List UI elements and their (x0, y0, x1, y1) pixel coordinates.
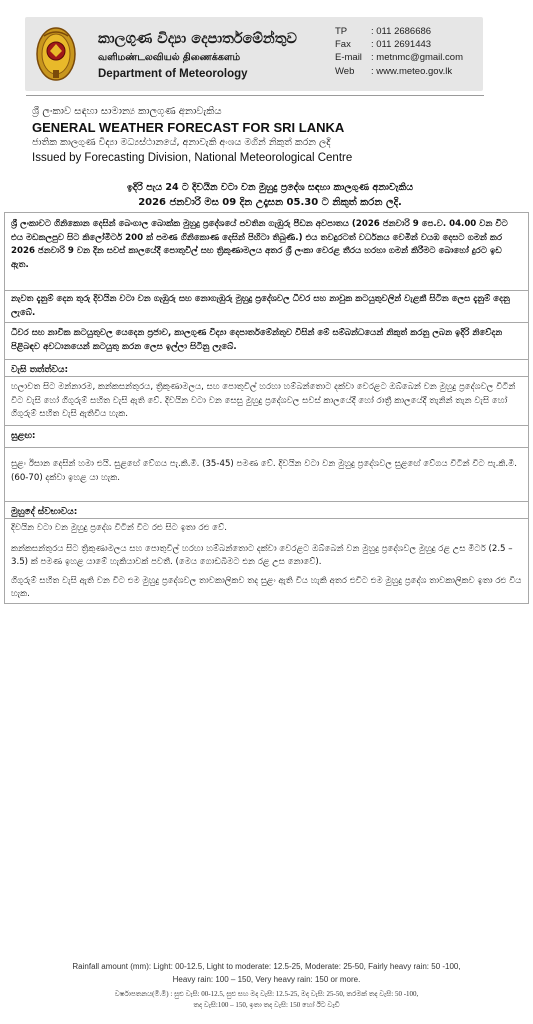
advisory-paragraph-1: ශ්‍රී ලංකාවට ගිනිකොන දෙසින් බෙංගාල බොක්ක මුහුදු ප්‍රදේශයේ පවතින ගැඹුරු පීඩන අවපාතය (2026 ජනවාරි 9 පෙ.ව. 04.00 වන විට එය මඩකලපුව සිට කිලෝමීටර් 200 ක් පමණ ගිනිකොණ දෙසින් පිහිටා තිබුණි.) එය තවදුරටත් වර්ධනය වෙමින් වයඹ දෙසට ගමන් කර 2026 ජනවාරි 9 වන දින සවස් කාලයේදී පොතුවිල් සහ ත්‍රිකුණාමලය අතර ශ්‍රී ලංකා වෙරළ තීරය හරහා ගමන් කිරීමට බොහෝ දුරට ඉඩ ඇත. (11, 219, 508, 270)
sea-text-3: ගිගුරුම් සහිත වැසි ඇති වන විට එම මුහුදු ප්‍රදේශවල තාවකාලිකව තද සුළං ඇති විය හැකි අතර එවිට එම මුහුදු ප්‍රදේශ තාවකාලිකව ඉතා රළු විය හැක. (11, 575, 522, 599)
forecast-panel (4, 212, 529, 604)
wind-heading-row (5, 425, 528, 443)
rain-text: හලාවත සිට මන්නාරම, කන්කසන්තුරය, ත්‍රිකුණාමලය, සහ පොතුවිල් හරහා හම්බන්තොට දක්වා වෙරළට ඔබ්බෙන් වන මුහුදු ප්‍රදේශවල විටින් විට වැසි හෝ ගිගුරුම් සහිත වැසි ඇති වේ. දිවයින වටා වන සෙසු මුහුදු ප්‍රදේශවල සවස් කාලයේදී හෝ රාත්‍රී කාලයේදී තැනින් තැන වැසි හෝ ගිගුරුම් සහිත වැසි ඇතිවිය හැක. (11, 382, 516, 419)
contact-fax: Fax : 011 2691443 (335, 39, 432, 51)
sea-block (5, 518, 528, 602)
sea-heading-row (5, 501, 528, 519)
wind-block (5, 447, 528, 485)
rainfall-legend-sinhala-1: වර්ෂාපතනය(මි.මී) : සුළු වැසි: 00-12.5, සුළු සහ මද වැසි: 12.5-25, මද වැසි: 25-50, තරමක් තද වැසි: 50 -100, (114, 990, 419, 998)
sea-heading: මුහුදේ ස්වභාවය: (11, 507, 78, 517)
advisory-paragraph-3: ධීවර සහ නාවික කටයුතුවල යෙදෙන ප්‍රජාව, කාලගුණ විද්‍යා දෙපාර්තමේන්තුව විසින් මේ සම්බන්ධයෙන් නිකුත් කරනු ලබන ඉදිරි නිවේදන පිළිබඳව අවධානයෙන් කටයුතු කරන ලෙස ඉල්ලා සිටිනු ලැබේ. (11, 328, 503, 352)
org-name-english: Department of Meteorology (98, 68, 248, 80)
forecast-titles (32, 105, 502, 166)
contact-web: Web : www.meteo.gov.lk (335, 65, 453, 77)
wind-heading: සුළඟ: (11, 431, 36, 441)
rainfall-legend-english-2: Heavy rain: 100 – 150, Very heavy rain: 150 or more. (172, 975, 361, 984)
contact-phone: TP : 011 2686686 (335, 26, 432, 37)
org-name-tamil: வளிமண்டலவியல் திணைக்களம் (98, 52, 241, 63)
advisory-paragraph-2: නැවත දැනුම් දෙන තුරු දිවයින වටා වන ගැඹුරු සහ නොගැඹුරු මුහුදු ප්‍රදේශවල ධීවර සහ නාවුක කටයුතුවලින් වැළකී සිටින ලෙස දැනුම් දෙනු ලැබේ. (11, 294, 510, 318)
letterhead (25, 17, 483, 91)
rainfall-legend (0, 960, 533, 1011)
title-sinhala: ශ්‍රී ලංකාව සඳහා සාමාන්‍ය කාලගුණ අනාවැකිය (32, 106, 222, 117)
title-english: GENERAL WEATHER FORECAST FOR SRI LANKA (32, 120, 345, 135)
header-divider (26, 95, 484, 96)
org-name-sinhala: කාලගුණ විද්‍යා දෙපාර්තමේන්තුව (98, 31, 297, 47)
advisory-block-2 (5, 290, 528, 320)
sea-text-1: දිවයින වටා වන මුහුදු ප්‍රදේශ විටින් විට රළු සිට ඉතා රළු වේ. (11, 523, 227, 533)
advisory-block-1 (5, 218, 528, 272)
issued-by-english: Issued by Forecasting Division, National Meteorological Centre (32, 152, 353, 164)
issue-line-2: 2026 ජනවාරි මස 09 දින උදෑසන 05.30 ට නිකුත් කරන ලදි. (138, 197, 402, 208)
rain-block (5, 376, 528, 422)
contact-info (335, 25, 463, 78)
rainfall-legend-english-1: Rainfall amount (mm): Light: 00-12.5, Light to moderate: 12.5-25, Moderate: 25-50, Fairly heavy rain: 50 -100, (72, 962, 461, 971)
government-emblem-icon (35, 26, 77, 82)
issue-info (60, 180, 480, 210)
rain-heading-row (5, 359, 528, 377)
rain-heading: වැසි තත්ත්වය: (11, 365, 69, 375)
wind-text: සුළං ඊසාන දෙසින් හමා එයි. සුළඟේ වේගය පැ.කි.මී. (35-45) පමණ වේ. දිවයින වටා වන මුහුදු ප්‍රදේශවල සුළඟේ වේගය විටින් විට පැ.කි.මී. (60-70) දක්වා ඉහළ යා හැක. (11, 459, 518, 483)
sea-text-2: කන්කසන්තුරය සිට ත්‍රිකුණාමලය සහ පොතුවිල් හරහා හම්බන්තොට දක්වා වෙරළට ඔබ්බෙන් වන මුහුදු ප්‍රදේශවල මුහුදු රළ උස මීටර් (2.5 – 3.5) ක් පමණ ඉහළ යාමේ හැකියාවක් පවතී. (මෙය ගොඩබිමට එන රළ උස නොවේ). (11, 543, 513, 567)
issued-by-sinhala: ජාතික කාලගුණ විද්‍යා මධ්‍යස්ථානයේ, අනාවැකි අංශය මගින් නිකුත් කරන ලදි (32, 137, 331, 148)
advisory-block-3 (5, 322, 528, 354)
issue-line-1: ඉදිරි පැය 24 ට දිවයින වටා වන මුහුදු ප්‍රදේශ සඳහා කාලගුණ අනාවැකිය (126, 182, 414, 193)
contact-email: E-mail : metnmc@gmail.com (335, 52, 463, 64)
rainfall-legend-sinhala-2: තද වැසි:100 – 150, ඉතා තද වැසි: 150 හෝ ඊට වැඩි (193, 1001, 340, 1009)
